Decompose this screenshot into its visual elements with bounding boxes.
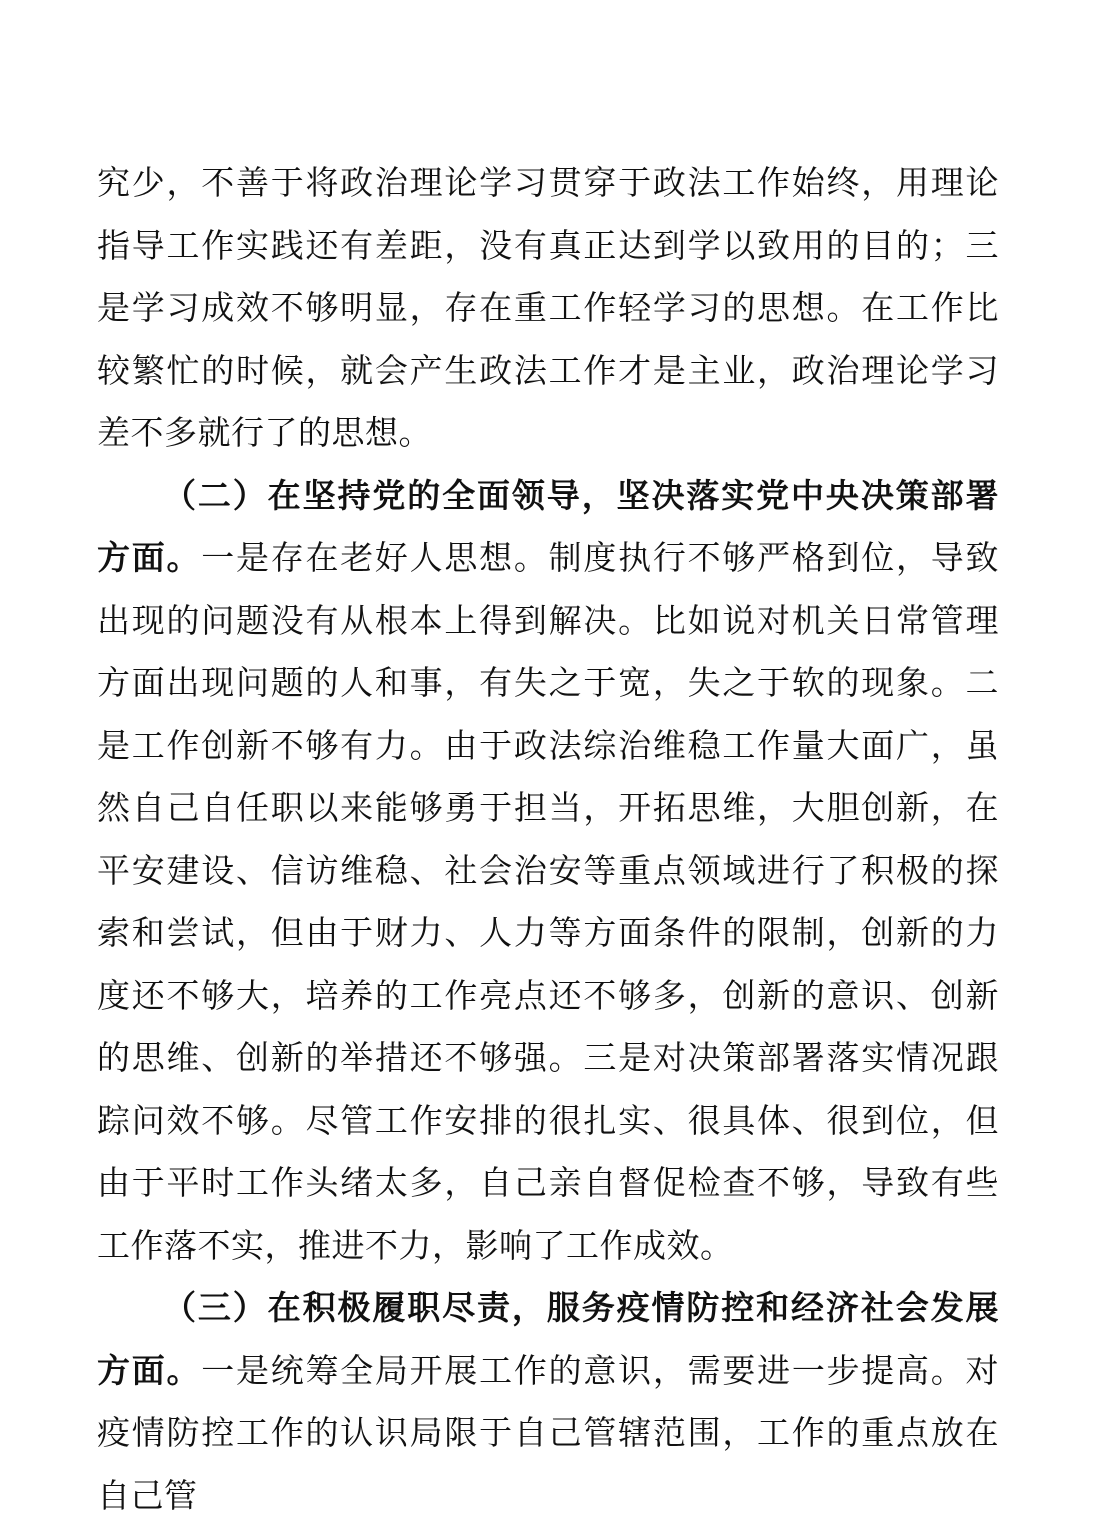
paragraph-body: 一是存在老好人思想。制度执行不够严格到位，导致出现的问题没有从根本上得到解决。比如说对机关日常管理方面出现问题的人和事，有失之于宽，失之于软的现象。二是工作创新不够有力。由于政法综治维稳工作量大面广，虽然自己自任职以来能够勇于担当，开拓思维，大胆创新，在平安建设、信访维稳、社会治安等重点领域进行了积极的探索和尝试，但由于财力、人力等方面条件的限制，创新的力度还不够大，培养的工作亮点还不够多，创新的意识、创新的思维、创新的举措还不够强。三是对决策部署落实情况跟踪问效不够。尽管工作安排的很扎实、很具体、很到位，但由于平时工作头绪太多，自己亲自督促检查不够，导致有些工作落不实，推进不力，影响了工作成效。 [97,538,1000,1265]
paragraph-continuation [97,152,999,465]
section-heading: （三）在积极履职尽责，服务疫情防控和经济社会发展方面。 [97,1288,999,1390]
section-heading: （二）在坚持党的全面领导，坚决落实党中央决策部署方面。 [97,475,999,577]
document-page [97,152,999,1527]
paragraph-section-3 [97,1277,999,1527]
paragraph-body: 一是统筹全局开展工作的意识，需要进一步提高。对疫情防控工作的认识局限于自己管辖范围，工作的重点放在自己管 [97,1350,1000,1515]
paragraph-section-2 [97,465,999,1278]
paragraph-body: 究少，不善于将政治理论学习贯穿于政法工作始终，用理论指导工作实践还有差距，没有真正达到学以致用的目的；三是学习成效不够明显，存在重工作轻学习的思想。在工作比较繁忙的时候，就会产生政法工作才是主业，政治理论学习差不多就行了的思想。 [97,163,999,452]
